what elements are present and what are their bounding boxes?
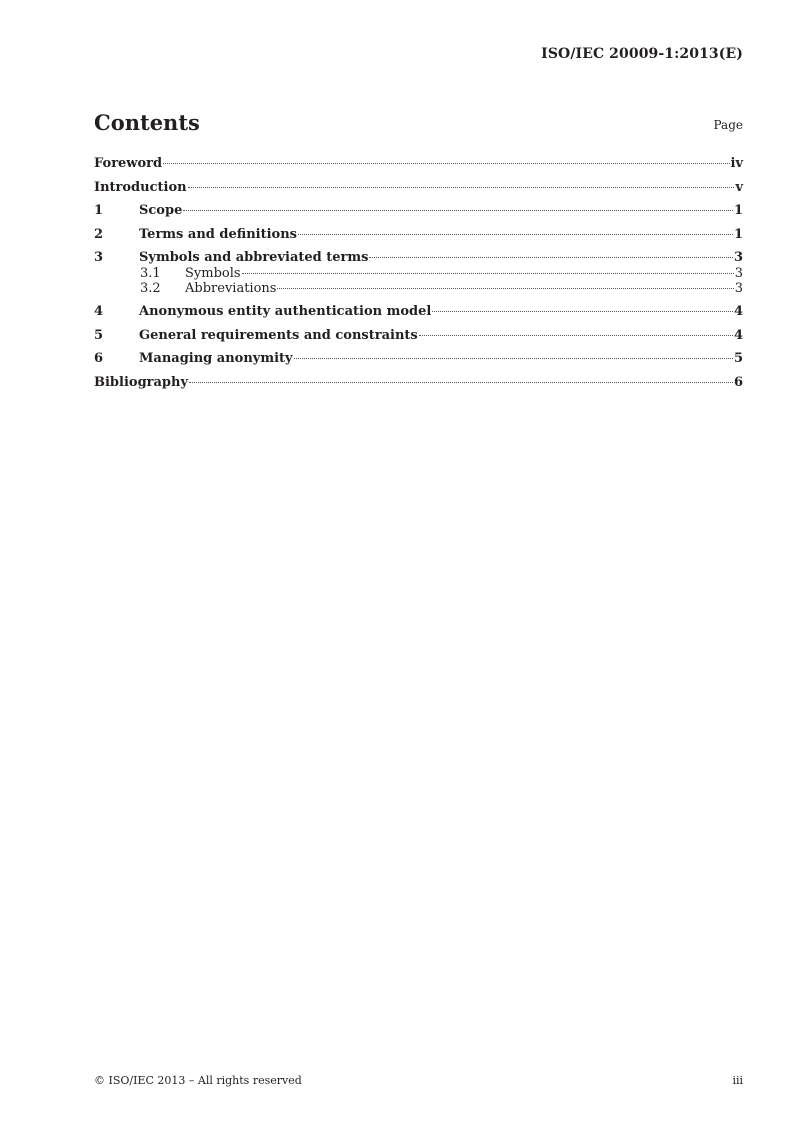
dot-leader <box>242 273 734 274</box>
toc-entry-number: 3 <box>94 250 104 266</box>
toc-entry-page: 4 <box>733 327 743 343</box>
dot-leader <box>298 234 733 235</box>
document-id: ISO/IEC 20009-1:2013(E) <box>541 46 743 62</box>
footer-page-number: iii <box>732 1074 743 1087</box>
toc-entry-page: 4 <box>733 303 743 319</box>
dot-leader <box>188 187 735 188</box>
toc-entry-title: Anonymous entity authentication model <box>139 303 432 319</box>
toc-entry-page: v <box>735 179 743 195</box>
dot-leader <box>419 335 733 336</box>
toc-entry-page: iv <box>730 156 743 171</box>
toc-entry-title: Foreword <box>94 156 163 171</box>
page-column-label: Page <box>713 118 743 132</box>
toc-entry-number: 5 <box>94 327 104 343</box>
toc-entry-title: Introduction <box>94 179 187 195</box>
toc-subentry-symbols[interactable] <box>94 266 743 281</box>
toc-entry-number: 6 <box>94 351 104 367</box>
toc-entry-title: Abbreviations <box>185 281 277 297</box>
toc-entry-number: 4 <box>94 303 104 319</box>
toc-subentry-abbreviations[interactable] <box>94 281 743 296</box>
toc-entry-title: Managing anonymity <box>139 351 293 367</box>
dot-leader <box>163 163 729 164</box>
dot-leader <box>183 210 733 211</box>
toc-entry-title: Bibliography <box>94 374 189 390</box>
toc-entry-title: Scope <box>139 203 183 219</box>
toc-entry-page: 1 <box>733 226 743 242</box>
dot-leader <box>432 311 733 312</box>
toc-entry-page: 5 <box>733 351 743 367</box>
toc-entry-page: 6 <box>733 374 743 390</box>
toc-entry-scope[interactable] <box>94 203 743 219</box>
dot-leader <box>189 382 733 383</box>
toc-entry-number: 3.1 <box>140 266 161 282</box>
toc-entry-page: 3 <box>734 281 743 297</box>
contents-title: Contents <box>94 110 200 135</box>
toc-entry-anonymous-entity-authentication-model[interactable] <box>94 304 743 320</box>
toc-entry-title: Symbols <box>185 266 241 282</box>
toc-entry-bibliography[interactable] <box>94 375 743 391</box>
toc-entry-general-requirements-and-constraints[interactable] <box>94 328 743 344</box>
toc-entry-foreword[interactable] <box>94 156 743 172</box>
toc-entry-title: Terms and definitions <box>139 226 297 242</box>
toc-entry-number: 3.2 <box>140 281 161 297</box>
toc-entry-page: 1 <box>733 203 743 219</box>
toc-entry-introduction[interactable] <box>94 180 743 196</box>
dot-leader <box>294 358 733 359</box>
toc-entry-terms-and-definitions[interactable] <box>94 227 743 243</box>
table-of-contents <box>94 156 743 398</box>
toc-entry-symbols-and-abbreviated-terms[interactable] <box>94 250 743 266</box>
toc-entry-number: 1 <box>94 203 104 219</box>
dot-leader <box>369 257 732 258</box>
toc-entry-title: Symbols and abbreviated terms <box>139 250 369 266</box>
toc-entry-page: 3 <box>733 250 743 266</box>
dot-leader <box>277 288 733 289</box>
toc-entry-managing-anonymity[interactable] <box>94 351 743 367</box>
toc-entry-page: 3 <box>734 266 743 282</box>
toc-entry-number: 2 <box>94 226 104 242</box>
footer-copyright: © ISO/IEC 2013 – All rights reserved <box>94 1074 302 1087</box>
toc-entry-title: General requirements and constraints <box>139 327 418 343</box>
